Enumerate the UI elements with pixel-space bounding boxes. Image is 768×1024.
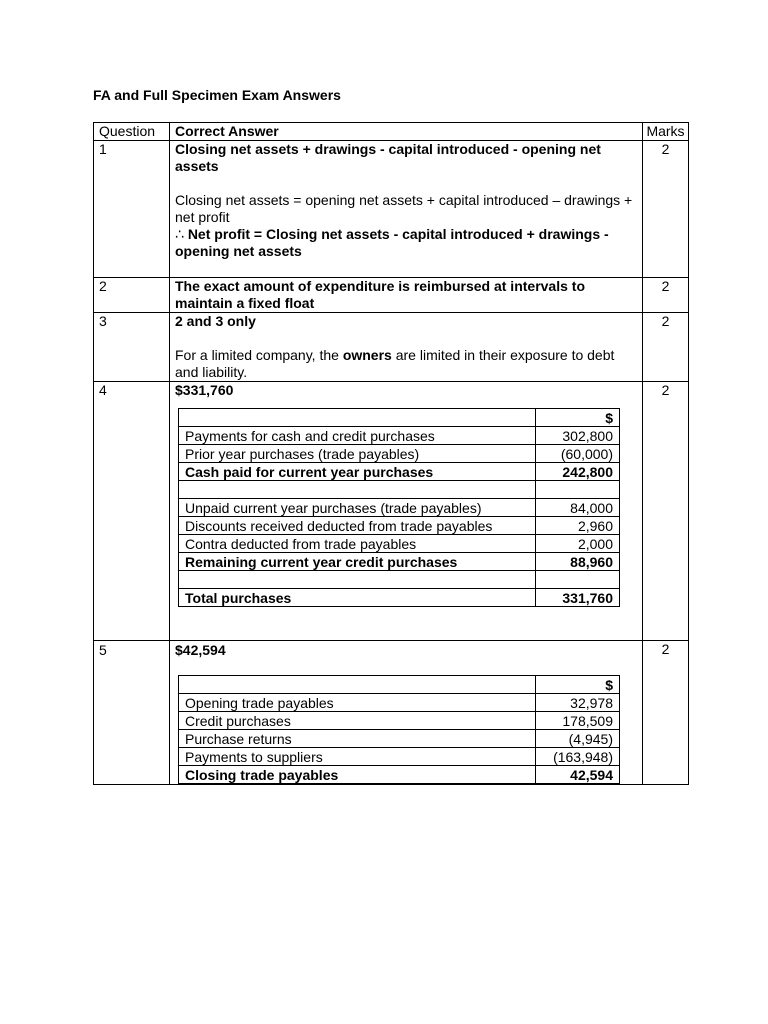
working-table bbox=[178, 675, 620, 784]
working-value: (60,000) bbox=[536, 445, 620, 463]
working-label: Cash paid for current year purchases bbox=[179, 463, 536, 481]
working-row bbox=[179, 463, 620, 481]
blank-row bbox=[179, 571, 620, 589]
working-row bbox=[179, 445, 620, 463]
working-row bbox=[179, 517, 620, 535]
answer-cell bbox=[170, 141, 643, 278]
answer-cell bbox=[170, 382, 643, 641]
working-label: Credit purchases bbox=[179, 712, 536, 730]
working-row bbox=[179, 712, 620, 730]
working-label: Prior year purchases (trade payables) bbox=[179, 445, 536, 463]
working-label: Opening trade payables bbox=[179, 694, 536, 712]
working-label: Total purchases bbox=[179, 589, 536, 607]
answer-bold: Closing net assets + drawings - capital introduced - opening net assets bbox=[175, 141, 601, 174]
working-value: (163,948) bbox=[536, 748, 620, 766]
working-table bbox=[178, 408, 620, 607]
question-number: 1 bbox=[94, 141, 170, 278]
question-row-1 bbox=[94, 141, 689, 278]
question-row-4 bbox=[94, 382, 689, 641]
marks-value: 2 bbox=[643, 641, 689, 785]
question-row-3 bbox=[94, 313, 689, 382]
answer-bold: $42,594 bbox=[175, 642, 226, 658]
working-label: Payments for cash and credit purchases bbox=[179, 427, 536, 445]
working-value: 84,000 bbox=[536, 499, 620, 517]
marks-value: 2 bbox=[643, 313, 689, 382]
question-row-2 bbox=[94, 278, 689, 313]
working-value: 302,800 bbox=[536, 427, 620, 445]
working-row bbox=[179, 427, 620, 445]
working-label: Discounts received deducted from trade payables bbox=[179, 517, 536, 535]
marks-value: 2 bbox=[643, 141, 689, 278]
working-row bbox=[179, 553, 620, 571]
question-number: 5 bbox=[94, 641, 170, 785]
working-value: 178,509 bbox=[536, 712, 620, 730]
answer-header: Correct Answer bbox=[170, 123, 643, 141]
working-row bbox=[179, 730, 620, 748]
working-header-row bbox=[179, 409, 620, 427]
working-row bbox=[179, 766, 620, 784]
header-row bbox=[94, 123, 689, 141]
working-label: Payments to suppliers bbox=[179, 748, 536, 766]
question-number: 2 bbox=[94, 278, 170, 313]
question-number: 3 bbox=[94, 313, 170, 382]
answer-explanation: For a limited company, the owners are limited in their exposure to debt and liability. bbox=[175, 347, 615, 380]
working-label: Contra deducted from trade payables bbox=[179, 535, 536, 553]
working-value: 42,594 bbox=[536, 766, 620, 784]
working-value: 242,800 bbox=[536, 463, 620, 481]
working-value: 2,000 bbox=[536, 535, 620, 553]
answers-table bbox=[93, 122, 689, 785]
answer-bold: $331,760 bbox=[175, 382, 234, 398]
question-row-5 bbox=[94, 641, 689, 785]
page-title: FA and Full Specimen Exam Answers bbox=[93, 87, 341, 103]
working-row bbox=[179, 748, 620, 766]
question-header: Question bbox=[94, 123, 170, 141]
marks-header: Marks bbox=[643, 123, 689, 141]
currency-header: $ bbox=[536, 409, 620, 427]
answer-explanation: Closing net assets = opening net assets + capital introduced – drawings + net profit bbox=[175, 192, 633, 225]
working-row bbox=[179, 499, 620, 517]
working-row bbox=[179, 694, 620, 712]
working-label: Remaining current year credit purchases bbox=[179, 553, 536, 571]
working-label: Purchase returns bbox=[179, 730, 536, 748]
marks-value: 2 bbox=[643, 278, 689, 313]
working-value: 32,978 bbox=[536, 694, 620, 712]
answer-bold: 2 and 3 only bbox=[175, 313, 256, 329]
blank-row bbox=[179, 481, 620, 499]
answer-conclusion: Net profit = Closing net assets - capital introduced + drawings - opening net assets bbox=[175, 226, 609, 259]
working-row bbox=[179, 535, 620, 553]
working-label: Unpaid current year purchases (trade payables) bbox=[179, 499, 536, 517]
working-value: 331,760 bbox=[536, 589, 620, 607]
question-number: 4 bbox=[94, 382, 170, 641]
working-label: Closing trade payables bbox=[179, 766, 536, 784]
answer-bold: The exact amount of expenditure is reimbursed at intervals to maintain a fixed float bbox=[170, 278, 643, 313]
working-row bbox=[179, 589, 620, 607]
working-value: (4,945) bbox=[536, 730, 620, 748]
answer-cell bbox=[170, 641, 643, 785]
answer-cell bbox=[170, 313, 643, 382]
working-header-row bbox=[179, 676, 620, 694]
therefore-symbol: ∴ bbox=[175, 226, 184, 242]
answer-conclusion-line bbox=[175, 226, 637, 260]
working-value: 88,960 bbox=[536, 553, 620, 571]
marks-value: 2 bbox=[643, 382, 689, 641]
currency-header: $ bbox=[536, 676, 620, 694]
owners-emphasis: owners bbox=[342, 347, 392, 363]
working-value: 2,960 bbox=[536, 517, 620, 535]
